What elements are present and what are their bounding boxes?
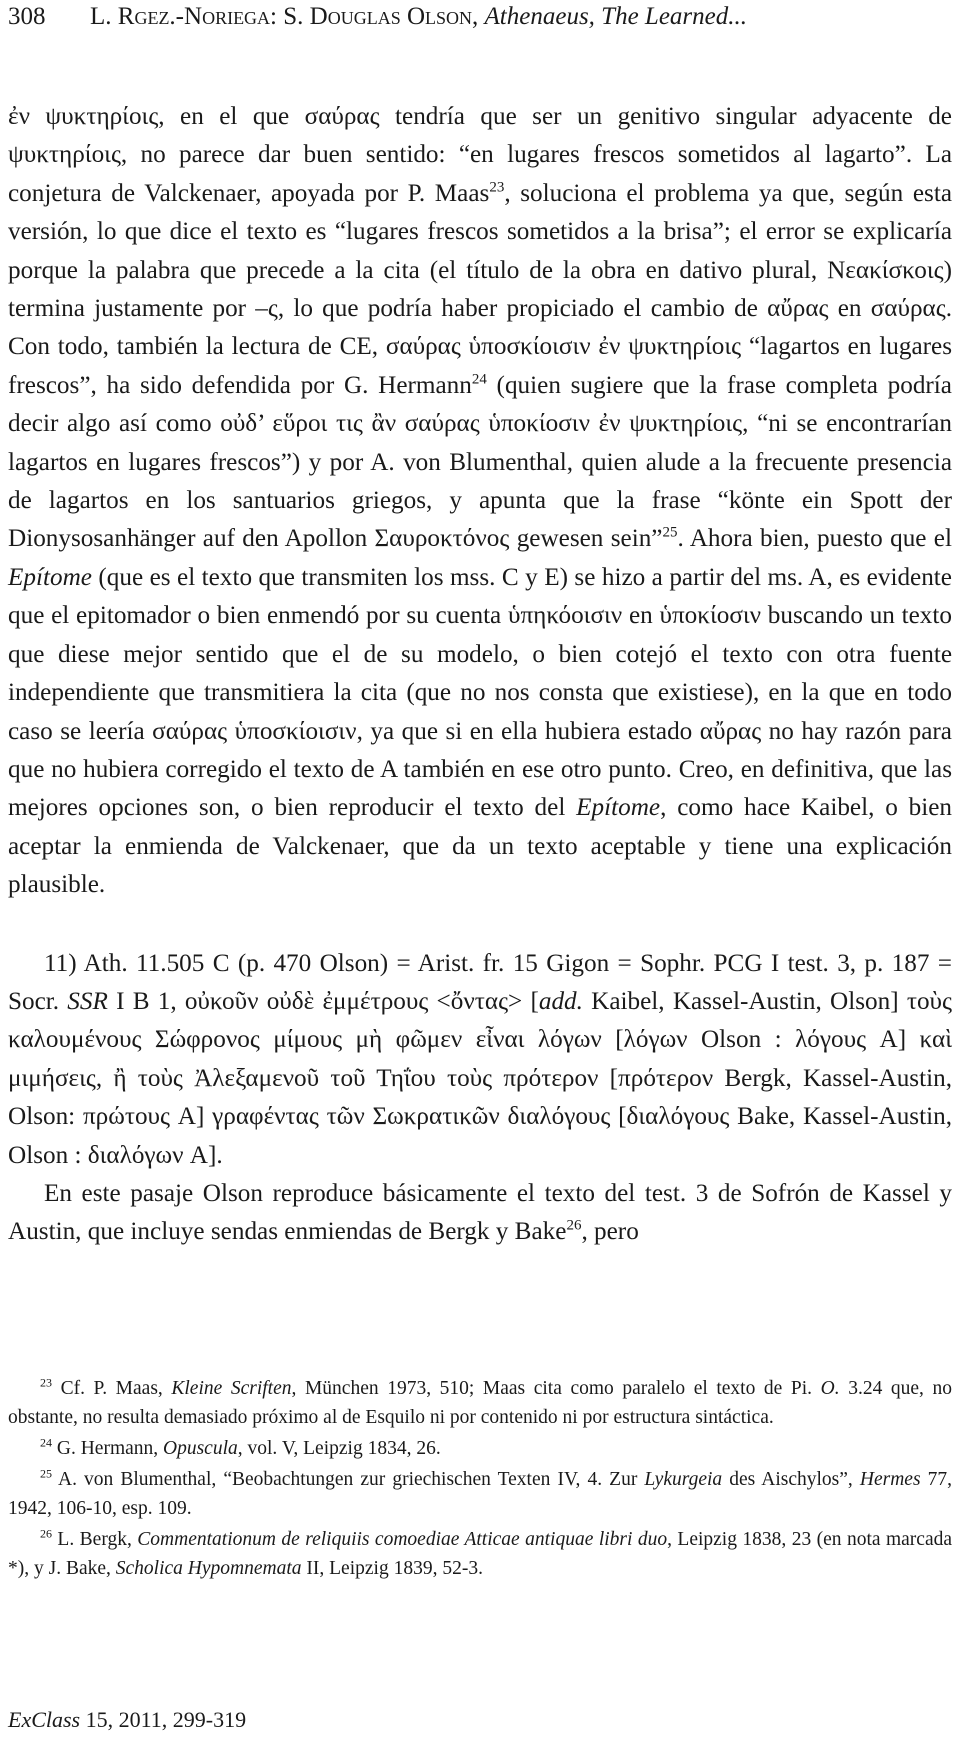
text-run: Cf. P. Maas,: [52, 1378, 172, 1399]
text-run: I B 1, οὐκοῦν οὐδὲ ἐμμέτρους <ὄντας> [: [107, 987, 539, 1015]
footnote-ref[interactable]: 23: [489, 179, 505, 196]
footnote-number: 26: [40, 1526, 52, 1541]
footnote-number: 24: [40, 1435, 52, 1450]
text-run: ἐν ψυκτηρίοις, en el que σαύρας tendría que ser un genitivo singular adyacente de ψυκτηρίοις, no parece dar buen sentido: “en lugares frescos sometidos al lagarto”. La conjetura de Valckenaer, apoyada por P. Maas: [8, 103, 952, 207]
footnote-ref[interactable]: 25: [662, 525, 678, 542]
text-run: , München 1973, 510; Maas cita como paralelo el texto de Pi.: [291, 1378, 821, 1399]
italic-abbrev: SSR: [67, 987, 108, 1015]
italic-title: Epítome: [576, 794, 661, 822]
italic-title: Kleine Scriften: [171, 1378, 292, 1399]
footnote: [8, 1374, 952, 1432]
footnote: [8, 1434, 952, 1463]
page-number: 308: [8, 3, 46, 30]
italic-title: Commentationum de reliquiis comoediae Atticae antiquae libri duo: [137, 1529, 668, 1550]
italic-title: Opuscula: [163, 1438, 238, 1459]
italic-title: Lykurgeia: [644, 1469, 723, 1490]
running-head-authors: L. Rgez.-Noriega: S. Douglas Olson,: [90, 3, 479, 30]
text-run: II, Leipzig 1839, 52-3.: [301, 1558, 483, 1579]
text-run: des Aischylos”,: [722, 1469, 860, 1490]
text-run: , Leipzig 1838, 23 (en nota marcada *), y J. Bake,: [8, 1529, 953, 1579]
journal-footer: [8, 1706, 246, 1734]
text-run: . Ahora bien, puesto que el: [677, 525, 952, 553]
footnote: [8, 1525, 952, 1583]
text-run: L. Bergk,: [52, 1529, 138, 1550]
text-run: G. Hermann,: [52, 1438, 164, 1459]
text-run: , como hace Kaibel, o bien aceptar la enmienda de Valckenaer, que da un texto aceptable y tiene una explicación plausible.: [8, 794, 952, 899]
footnote-ref[interactable]: 26: [566, 1217, 582, 1234]
testimony-entry: [8, 945, 952, 1175]
text-run: En este pasaje Olson reproduce básicamente el texto del test. 3 de Sofrón de Kassel y Austin, que incluye sendas enmiendas de Bergk y Bake: [8, 1179, 952, 1246]
running-head: [8, 2, 948, 32]
text-run: (quien sugiere que la frase completa podría decir algo así como οὐδ’ εὕροι τις ἂν σαύρας ὑποκίοσιν ἐν ψυκτηρίοις, “ni se encontrarían lagartos en lugares frescos”) y por A. von Blumenthal, quien alude a la frecuente presencia de lagartos en los santuarios griegos, y apunta que la frase “könte ein Spott der Dionysosanhänger auf den Apollon Σαυροκτόνος gewesen sein”: [8, 371, 952, 553]
text-run: 3.24 que, no obstante, no resulta demasiado próximo al de Esquilo ni por contenido ni por estructura sintáctica.: [8, 1378, 953, 1428]
italic-title: Hermes: [859, 1469, 921, 1490]
text-run: (que es el texto que transmiten los mss. C y E) se hizo a partir del ms. A, es evidente que el epitomador o bien enmendó por su cuenta ὑπηκόοισιν en ὑποκίοσιν buscando un texto que diese mejor sentido que el de su modelo, o bien cotejó el texto con otra fuente independiente que transmitiera la cita (que no nos consta que existiese), en la que en todo caso se leería σαύρας ὑποσκίοισιν, ya que si en ella hubiera estado αὔρας no hay razón para que no hubiera corregido el texto de A también en ese otro punto. Creo, en definitiva, que las mejores opciones son, o bien reproducir el texto del: [8, 563, 952, 822]
paragraph: [8, 1175, 952, 1252]
spacer: [8, 905, 952, 945]
main-text: [8, 98, 952, 1252]
text-run: 77, 1942, 106-10, esp. 109.: [8, 1469, 953, 1519]
text-run: Kaibel, Kassel-Austin, Olson] τοὺς καλουμένους Σώφρονος μίμους μὴ φῶμεν εἶναι λόγων [λόγων Olson : λόγους A] καὶ μιμήσεις, ἢ τοὺς Ἀλεξαμενοῦ τοῦ Τηΐου τοὺς πρότερον [πρότερον Bergk, Kassel-Austin, Olson: πρώτους A] γραφέντας τῶν Σωκρατικῶν διαλόγους [διαλόγους Bake, Kassel-Austin, Olson : διαλόγων A].: [8, 987, 952, 1169]
footnote-number: 23: [40, 1375, 52, 1390]
footnote: [8, 1465, 952, 1523]
text-run: , soluciona el problema ya que, según esta versión, lo que dice el texto es “lugares frescos sometidos a la brisa”; el error se explicaría porque la palabra que precede a la cita (el título de la obra en dativo plural, Νεακίσκοις) termina justamente por –ς, lo que podría haber propiciado el cambio de αὔρας en σαύρας. Con todo, también la lectura de CE, σαύρας ὑποσκίοισιν ἐν ψυκτηρίοις “lagartos en lugares frescos”, ha sido defendida por G. Hermann: [8, 179, 952, 399]
italic-title: O.: [820, 1378, 840, 1399]
text-run: , pero: [581, 1218, 639, 1246]
paragraph: [8, 98, 952, 905]
italic-title: Epítome: [8, 563, 92, 591]
text-run: , vol. V, Leipzig 1834, 26.: [237, 1438, 441, 1459]
text-run: 11) Ath. 11.505 C (p. 470 Olson) = Arist. fr. 15 Gigon = Sophr. PCG I test. 3, p. 187 = Socr.: [8, 949, 952, 1015]
footnote-ref[interactable]: 24: [471, 371, 487, 388]
journal-citation: 15, 2011, 299-319: [80, 1707, 247, 1732]
footnotes: [8, 1374, 952, 1585]
italic-title: Scholica Hypomnemata: [115, 1558, 302, 1579]
journal-name: ExClass: [8, 1707, 81, 1732]
italic-abbrev: add.: [538, 987, 583, 1015]
footnote-number: 25: [40, 1466, 52, 1481]
text-run: A. von Blumenthal, “Beobachtungen zur griechischen Texten IV, 4. Zur: [52, 1469, 645, 1490]
running-head-title: Athenaeus, The Learned...: [484, 3, 747, 30]
